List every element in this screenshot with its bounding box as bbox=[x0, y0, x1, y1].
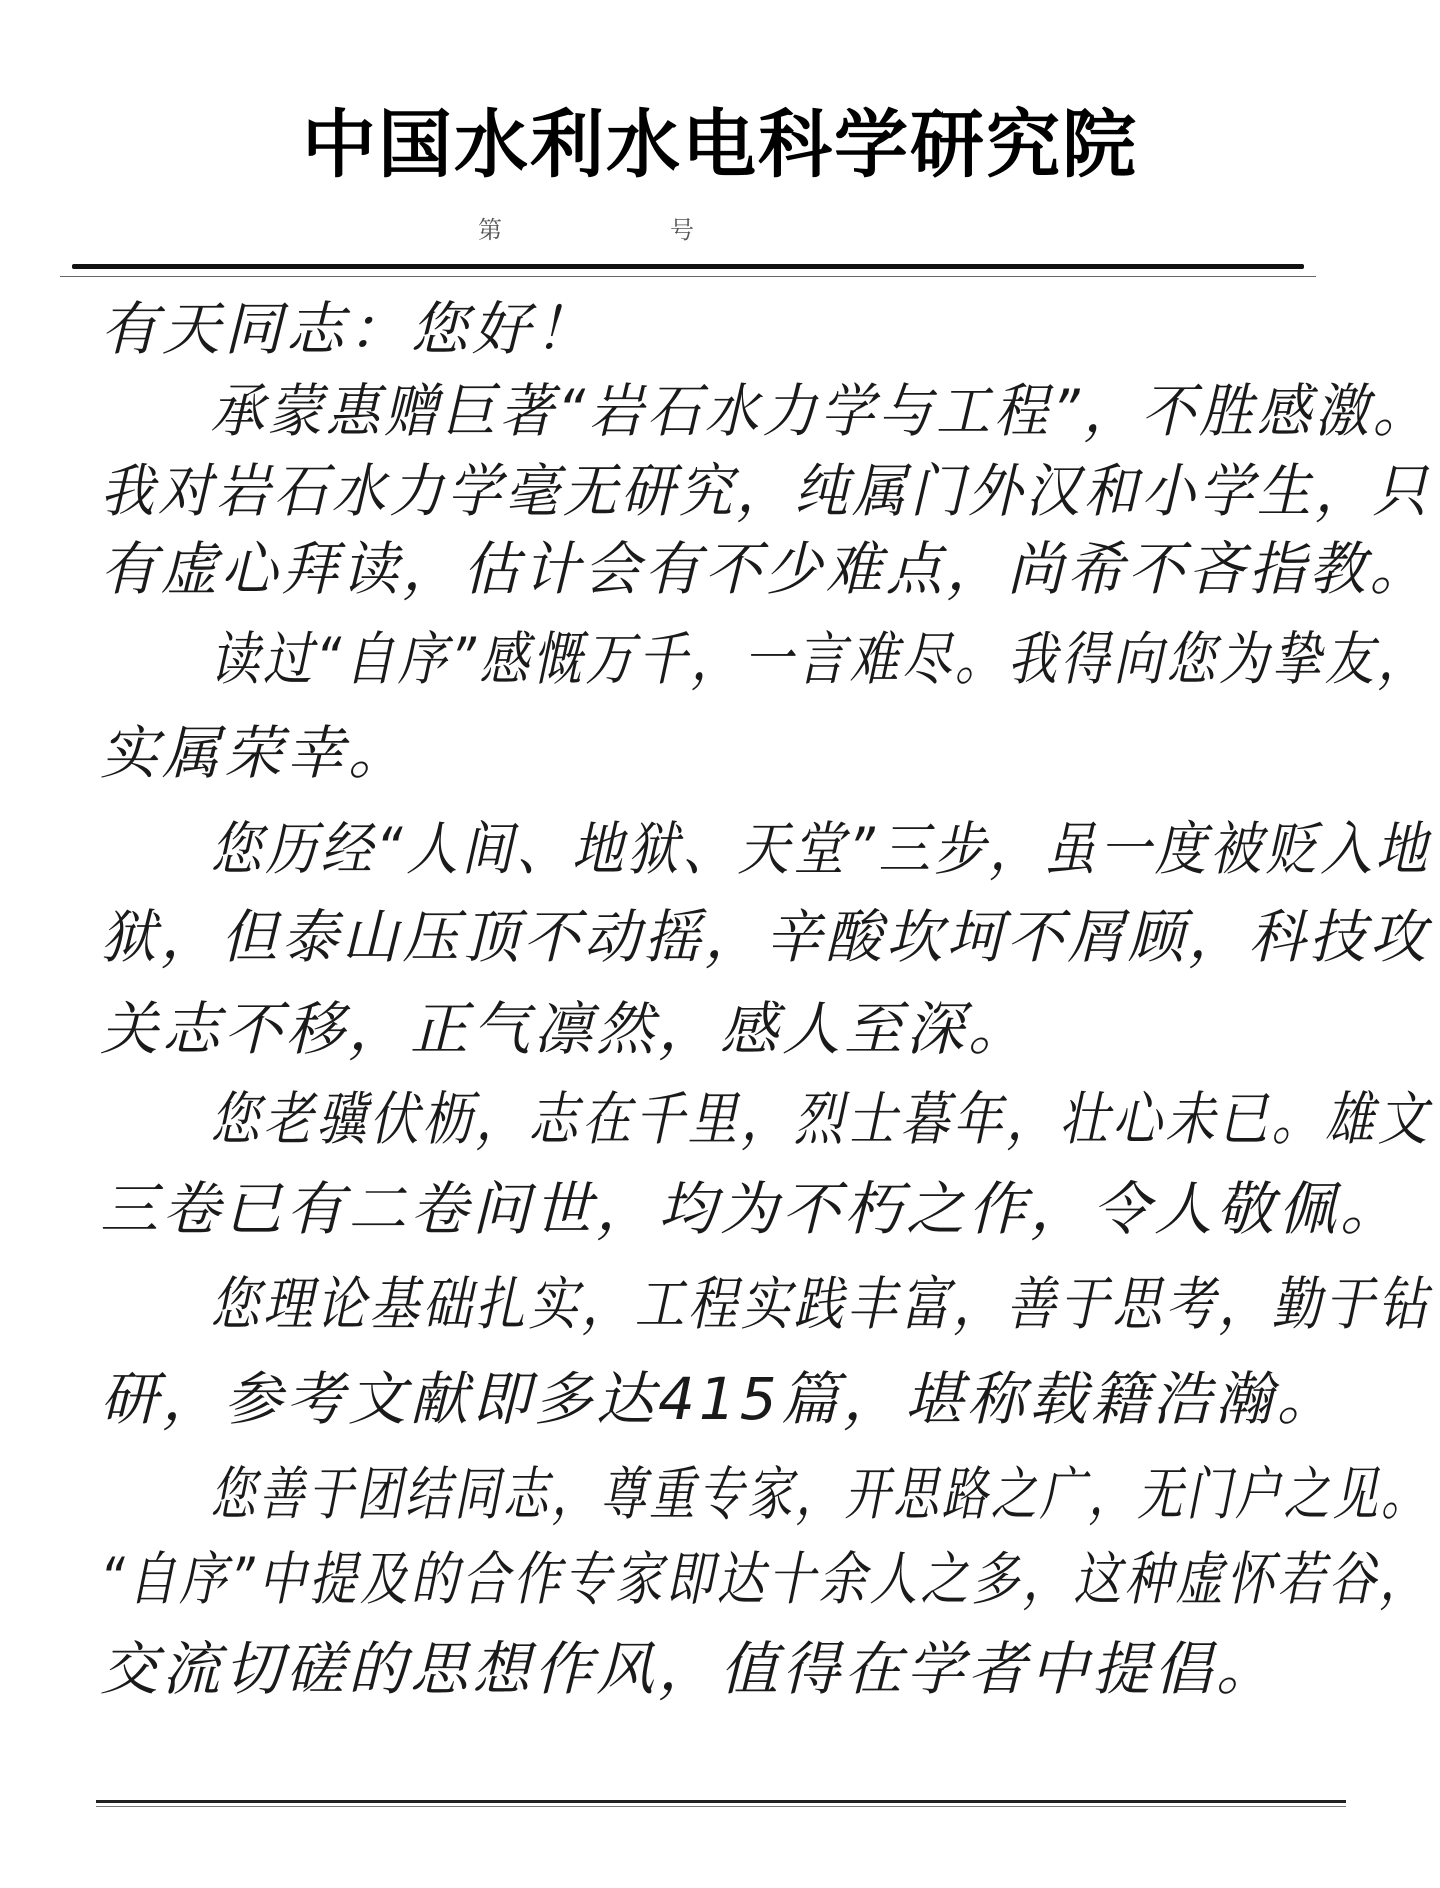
letter-line: 实属荣幸。 bbox=[100, 719, 411, 787]
serial-number-suffix: 号 bbox=[670, 216, 694, 244]
letter-line: 有虚心拜读，估计会有不少难点，尚希不吝指教。 bbox=[100, 535, 1430, 603]
letter-line: 三卷已有二卷问世，均为不朽之作，令人敬佩。 bbox=[100, 1175, 1403, 1243]
letter-line: 狱，但泰山压顶不动摇，辛酸坎坷不屑顾，科技攻 bbox=[100, 903, 1430, 971]
letter-line: 交流切磋的思想作风，值得在学者中提倡。 bbox=[100, 1635, 1279, 1703]
letter-line: 关志不移，正气凛然，感人至深。 bbox=[100, 995, 1031, 1063]
letter-line: “自序”中提及的合作专家即达十余人之多，这种虚怀若谷， bbox=[100, 1545, 1431, 1613]
letter-line: 您历经“人间、地狱、天堂”三步，虽一度被贬入地 bbox=[210, 815, 1431, 883]
serial-number-prefix: 第 bbox=[478, 216, 502, 244]
letter-line: 我对岩石水力学毫无研究，纯属门外汉和小学生，只 bbox=[100, 457, 1431, 525]
letter-line: 读过“自序”感慨万千，一言难尽。我得向您为挚友， bbox=[210, 625, 1431, 693]
letter-line: 您老骥伏枥，志在千里，烈士暮年，壮心未已。雄文 bbox=[210, 1085, 1431, 1153]
header-divider-thin bbox=[60, 276, 1316, 277]
organization-name: 中国水利水电科学研究院 bbox=[302, 102, 1138, 188]
header-divider bbox=[72, 264, 1304, 269]
letter-line: 承蒙惠赠巨著“岩石水力学与工程”，不胜感激。 bbox=[210, 377, 1431, 445]
letter-line: 您善于团结同志，尊重专家，开思路之广，无门户之见。 bbox=[210, 1460, 1430, 1528]
footer-divider-thin bbox=[96, 1806, 1346, 1807]
salutation-line: 有天同志：您好！ bbox=[100, 295, 597, 363]
letter-line: 您理论基础扎实，工程实践丰富，善于思考，勤于钻 bbox=[210, 1270, 1431, 1338]
letterhead bbox=[0, 102, 1440, 188]
letter-line: 研，参考文献即多达415篇，堪称载籍浩瀚。 bbox=[100, 1365, 1339, 1433]
footer-divider bbox=[96, 1800, 1346, 1803]
